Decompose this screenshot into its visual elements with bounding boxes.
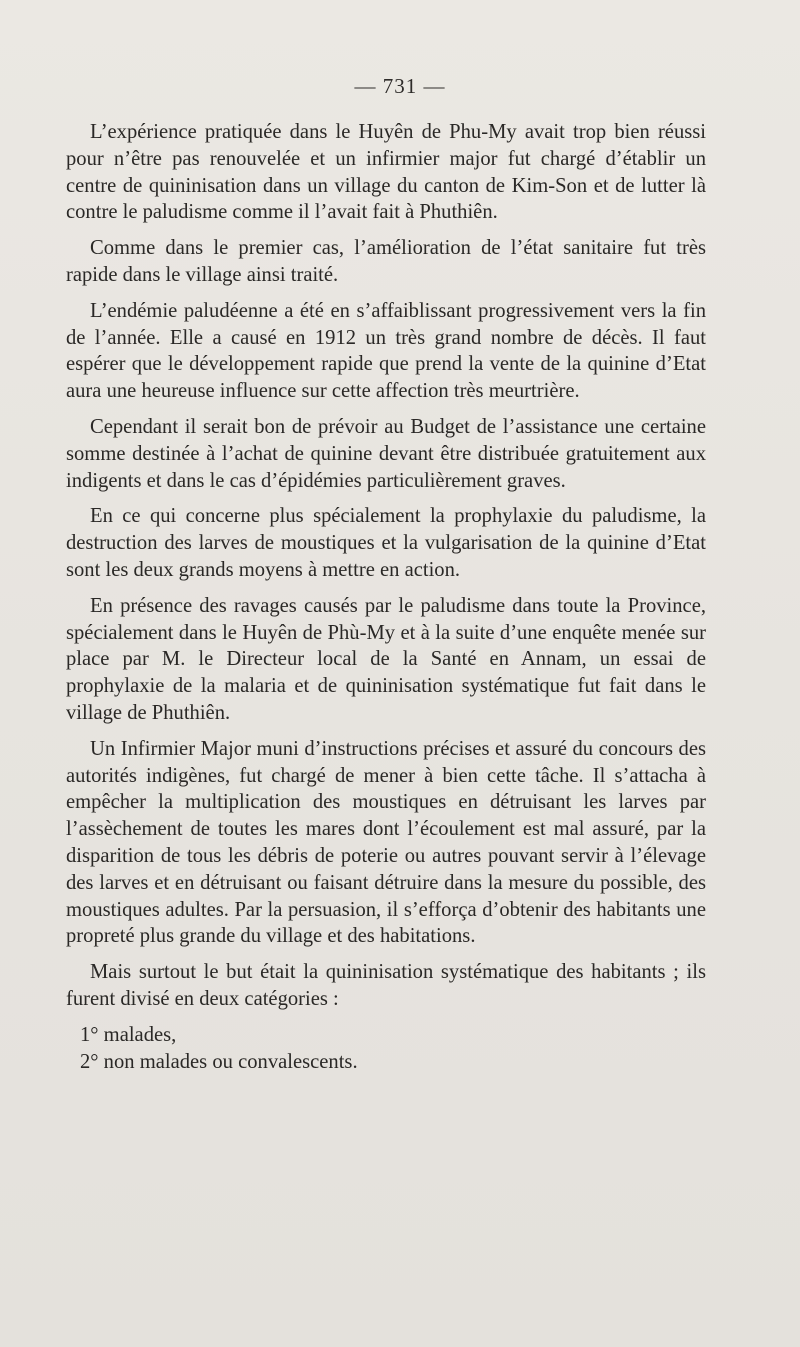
paragraph: Un Infirmier Major muni d’instructions précises et assuré du concours des autorités indigènes, fut chargé de mener à bien cette tâche. Il s’attacha à empêcher la multiplication des moustiques en détruisant les larves par l’assèchement de toutes les mares dont l’écoulement est mal assuré, par la disparition de tous les débris de poterie ou autres pouvant servir à l’élevage des larves et en détruisant ou faisant détruire dans la mesure du possible, des moustiques adultes. Par la persuasion, il s’efforça d’obtenir des habitants une propreté plus grande du village et des habitations. xyxy=(66,737,706,948)
paragraph: L’expérience pratiquée dans le Huyên de Phu-My avait trop bien réussi pour n’être pas renouvelée et un infirmier major fut chargé d’établir un centre de quininisation dans un village du canton de Kim-Son et de lutter là contre le paludisme comme il l’avait fait à Phuthiên. xyxy=(66,121,706,224)
paragraph: Mais surtout le but était la quininisation systématique des habitants ; ils furent divisé en deux catégories : xyxy=(66,961,706,1010)
list-item: 1° malades, xyxy=(80,1023,177,1046)
paragraph: Comme dans le premier cas, l’amélioration de l’état sanitaire fut très rapide dans le village ainsi traité. xyxy=(66,237,706,286)
paragraph: L’endémie paludéenne a été en s’affaiblissant progressivement vers la fin de l’année. Elle a causé en 1912 un très grand nombre de décès. Il faut espérer que le développement rapide que prend la vente de la quinine d’Etat aura une heureuse influence sur cette affection très meurtrière. xyxy=(66,299,706,403)
list-item: 2° non malades ou convalescents. xyxy=(80,1050,358,1073)
page-number: — 731 — xyxy=(354,74,446,98)
paragraph: En présence des ravages causés par le paludisme dans toute la Province, spécialement dans le Huyên de Phù-My et à la suite d’une enquête menée sur place par M. le Directeur local de la Santé en Annam, un essai de prophylaxie de la malaria et de quininisation systématique fut fait dans le village de Phuthiên. xyxy=(66,594,706,724)
paragraph: Cependant il serait bon de prévoir au Budget de l’assistance une certaine somme destinée à l’achat de quinine devant être distribuée gratuitement aux indigents et dans le cas d’épidémies particulièrement graves. xyxy=(66,415,706,492)
paragraph: En ce qui concerne plus spécialement la prophylaxie du paludisme, la destruction des larves de moustiques et la vulgarisation de la quinine d’Etat sont les deux grands moyens à mettre en action. xyxy=(66,505,706,581)
body-text xyxy=(66,119,706,1075)
